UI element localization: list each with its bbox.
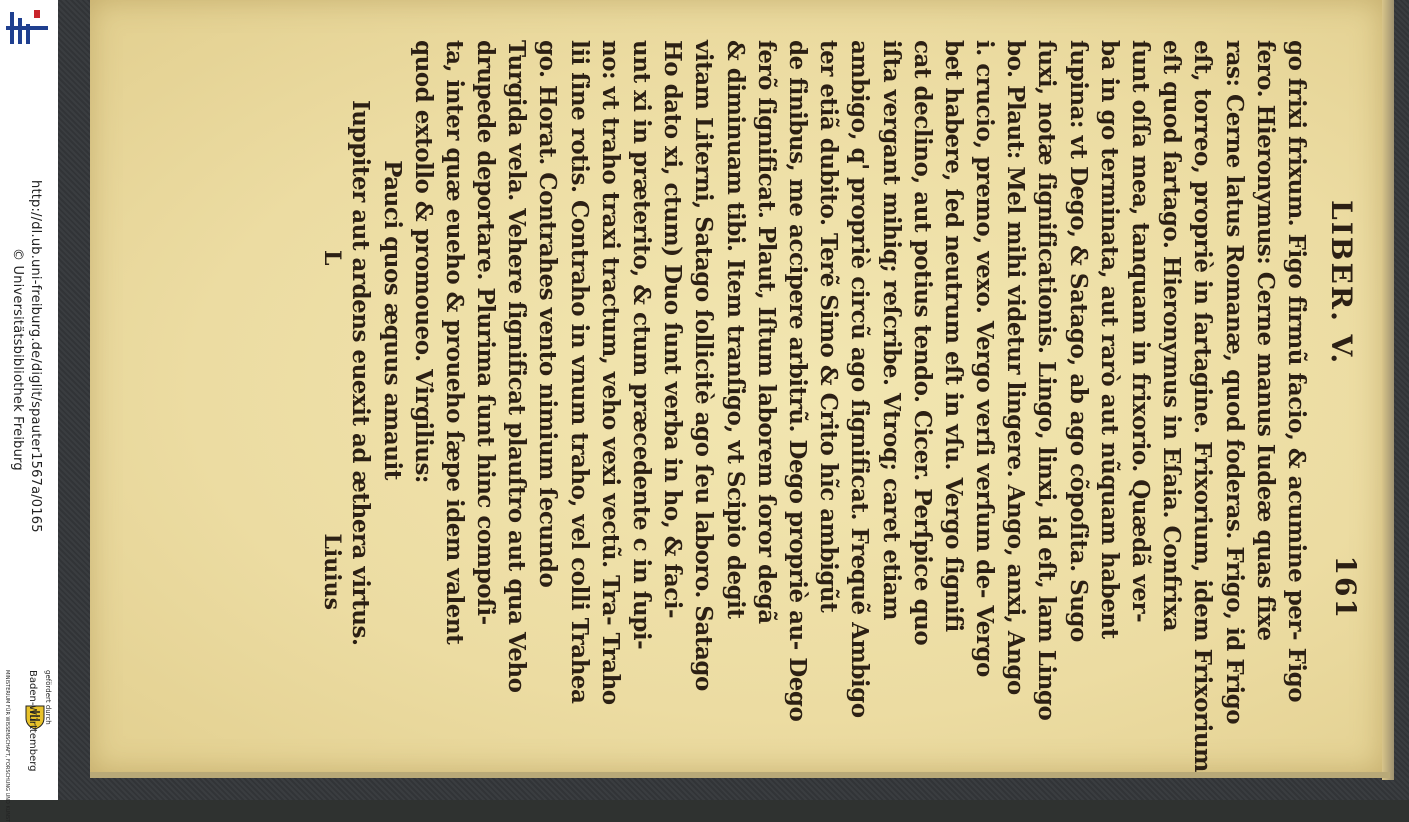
funder-name: Baden-Württemberg <box>27 670 38 772</box>
viewer-side-strip <box>0 0 58 822</box>
verse-line: Iuppiter aut ardens euexit ad æthera virtus. <box>347 100 375 646</box>
text-line: bo. Plaut: Mel mihi videtur lingere. Ango, anxi, Ango <box>1002 40 1030 695</box>
text-line: go frixi frixum. Figo firmũ facio, & acumine per- Figo <box>1283 40 1310 703</box>
text-line: go. Horat. Contrahes vento nimium ſecundo <box>534 40 562 588</box>
text-line: drupede deportare. Plurima ſunt hinc compoſi- <box>472 40 500 625</box>
page-edge <box>1382 0 1394 780</box>
funder-caption: gefördert durch <box>44 670 52 725</box>
text-line: ter etiã dubito. Terẽ Simo & Crito hĩc ambigũt <box>815 40 843 613</box>
funder-ministry: MINISTERIUM FÜR WISSENSCHAFT, FORSCHUNG UND KUNST <box>4 670 10 822</box>
text-line: no: vt traho traxi tractum, veho vexi vectũ. Tra- Traho <box>596 40 624 705</box>
text-line: de finibus, me accipere arbitrũ. Dego propriè au- Dego <box>784 40 811 722</box>
text-line: iſta vergant mihiq; reſcribe. Vtroq; caret etiam <box>877 40 905 620</box>
text-line: ba in go terminata, aut rarò aut nũquam habent <box>1095 40 1123 639</box>
verse-quote <box>345 40 407 646</box>
university-logo-icon <box>6 8 48 48</box>
text-line: Ho dato xi, ctum) Duo ſunt verba in ho, & faci- <box>659 40 687 619</box>
text-line: fero. Hieronymus: Cerne manus Iudeæ quas fixe <box>1251 40 1279 641</box>
text-line: cat declino, aut potius tendo. Cicer. Perſpice quo <box>908 40 936 646</box>
catchword: Liuius <box>319 533 346 610</box>
text-line: ras: Cerne latus Romanæ, quod foderas. Frigo, id Frigo <box>1220 40 1248 725</box>
text-line: vitam Literni, Satago ſollicitè ago ſeu laboro. Satago <box>690 40 718 691</box>
document-url[interactable]: http://dl.ub.uni-freiburg.de/diglit/spauter1567a/0165 <box>28 180 43 533</box>
page-header <box>1312 40 1362 620</box>
text-line: ſupina: vt Dego, & Satago, ab ago cõpoſita. Sugo <box>1064 40 1092 642</box>
text-line: ambigo, q' propriè circũ ago ſignificat. Frequẽ Ambigo <box>846 40 874 718</box>
page-text <box>305 40 1362 772</box>
text-line: i. crucio, premo, vexo. Vergo verſi verſum de- Vergo <box>971 40 999 677</box>
text-line: eſt quod ſartago. Hieronymus in Eſaia. Confrixa <box>1158 40 1186 632</box>
text-line: unt xi in præterito, & ctum præcedente c in ſupi- <box>628 40 656 650</box>
text-line: lii ſine rotis. Contraho in vnum traho, vel colli Trahea <box>565 40 593 704</box>
folio-number: 161 <box>1329 555 1362 620</box>
text-line: & diminuam tibi. Item tranſigo, vt Scipio degit <box>721 40 749 619</box>
verse-line: Pauci quos æquus amauit <box>378 160 406 480</box>
text-line: bet habere, ſed neutrum eſt in vſu. Vergo ſignifi <box>939 40 967 632</box>
copyright-notice: © Universitätsbibliothek Freiburg <box>10 248 25 471</box>
running-head: LIBER. V. <box>1325 200 1358 366</box>
page-footer <box>305 40 346 610</box>
signature-mark: L <box>319 250 346 266</box>
page-bottom-edge <box>90 772 1390 778</box>
text-line: quod extollo & promoueo. Virgilius: <box>409 40 437 483</box>
body-text <box>408 40 1312 772</box>
text-line: eſt, torreo, propriè in ſartagine. Frixorium, idem Frixorium <box>1189 40 1217 772</box>
funder-mark <box>2 660 56 822</box>
text-line: ſunt oſſa mea, tanquam in frixorio. Quædã ver- <box>1127 40 1155 623</box>
text-line: ta, inter quæ eueho & proueho ſæpe idem valent <box>440 40 468 645</box>
text-line: ſuxi, notæ ſignificationis. Lingo, linxi, id eſt, lam Lingo <box>1033 40 1061 721</box>
text-line: Turgida vela. Vehere ſignificat plauſtro aut qua Veho <box>503 40 531 693</box>
text-line: ferõ ſignificat. Plaut, Iſtum laborem ſoror degã <box>752 40 780 624</box>
